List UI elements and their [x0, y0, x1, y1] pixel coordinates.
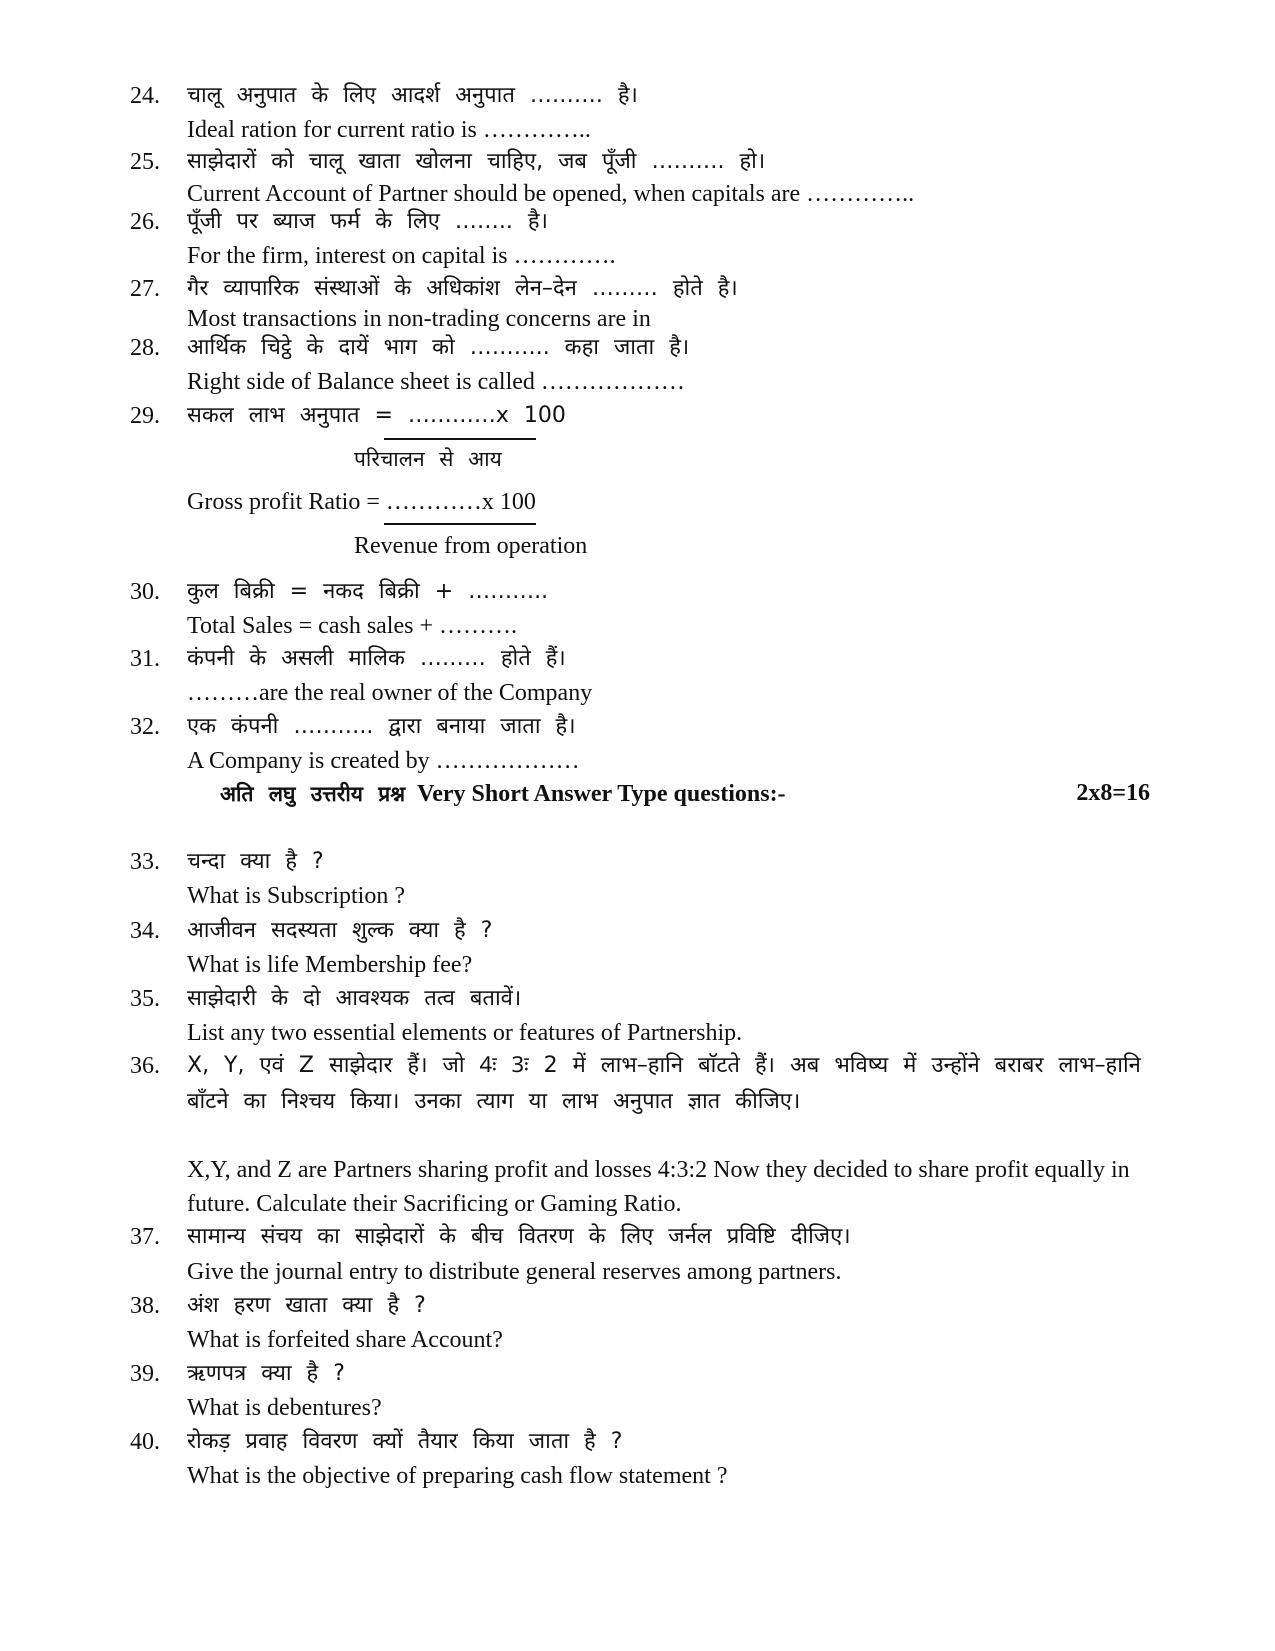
gross-profit-formula-hindi: सकल लाभ अनुपात = …………x 100 [187, 403, 566, 428]
question-text-english: Right side of Balance sheet is called ……………… [187, 369, 685, 395]
section-header [220, 780, 1150, 814]
question-text-hindi: साझेदारों को चालू खाता खोलना चाहिए, जब पूँजी ………. हो। [187, 149, 766, 174]
section-marks: 2x8=16 [1076, 780, 1150, 806]
question-29 [130, 400, 1150, 570]
question-text-hindi: रोकड़ प्रवाह विवरण क्यों तैयार किया जाता है ? [187, 1429, 623, 1454]
question-text-english: Current Account of Partner should be opened, when capitals are ………….. [187, 181, 915, 207]
question-text-hindi: कंपनी के असली मालिक ……… होते हैं। [187, 646, 566, 671]
question-text-hindi: चन्दा क्या है ? [187, 849, 324, 874]
gross-profit-formula-english: Gross profit Ratio = …………x 100 [187, 489, 536, 515]
section-title-hindi: अति लघु उत्तरीय प्रश्न [220, 782, 406, 806]
question-text-english: Give the journal entry to distribute general reserves among partners. [187, 1259, 842, 1285]
question-number: 39. [130, 1361, 160, 1387]
question-number: 24. [130, 83, 160, 109]
question-text-english: What is forfeited share Account? [187, 1327, 503, 1353]
question-number: 34. [130, 918, 160, 944]
question-text-english: X,Y, and Z are Partners sharing profit and losses 4:3:2 Now they decided to share profit equally in future. Calculate their Sacrificing or Gaming Ratio. [187, 1157, 1130, 1217]
question-text-hindi: सामान्य संचय का साझेदारों के बीच वितरण के लिए जर्नल प्रविष्टि दीजिए। [187, 1224, 851, 1249]
question-number: 28. [130, 335, 160, 361]
question-text-english: Total Sales = cash sales + ………. [187, 613, 517, 639]
question-text-hindi: पूँजी पर ब्याज फर्म के लिए …….. है। [187, 209, 548, 234]
question-number: 33. [130, 849, 160, 875]
question-number: 36. [130, 1053, 160, 1079]
question-number: 40. [130, 1429, 160, 1455]
question-text-hindi: ऋणपत्र क्या है ? [187, 1361, 345, 1386]
question-text-hindi: चालू अनुपात के लिए आदर्श अनुपात ………. है। [187, 83, 638, 108]
question-number: 27. [130, 276, 160, 302]
question-text-english: What is life Membership fee? [187, 952, 473, 978]
fraction-line [384, 438, 536, 440]
question-number: 37. [130, 1224, 160, 1250]
question-text-english: Most transactions in non-trading concerns are in [187, 306, 651, 332]
question-36 [130, 1050, 1150, 1220]
formula-denominator-english: Revenue from operation [354, 533, 588, 559]
question-text-english: List any two essential elements or features of Partnership. [187, 1020, 743, 1046]
section-title [220, 780, 786, 808]
question-text-english: For the firm, interest on capital is …………. [187, 243, 616, 269]
question-number: 29. [130, 403, 160, 429]
question-number: 35. [130, 986, 160, 1012]
question-text-english: What is the objective of preparing cash flow statement ? [187, 1463, 728, 1489]
question-text-hindi: अंश हरण खाता क्या है ? [187, 1293, 426, 1318]
question-number: 32. [130, 714, 160, 740]
question-text-hindi: साझेदारी के दो आवश्यक तत्व बतावें। [187, 986, 522, 1011]
question-text-hindi: आजीवन सदस्यता शुल्क क्या है ? [187, 918, 493, 943]
question-number: 25. [130, 149, 160, 175]
section-title-english: Very Short Answer Type questions:- [417, 781, 786, 807]
question-text-hindi: गैर व्यापारिक संस्थाओं के अधिकांश लेन–देन ……… होते है। [187, 276, 738, 301]
question-text-english: What is Subscription ? [187, 883, 405, 909]
question-number: 26. [130, 209, 160, 235]
question-number: 38. [130, 1293, 160, 1319]
question-number: 30. [130, 579, 160, 605]
question-number: 31. [130, 646, 160, 672]
question-text-english: Ideal ration for current ratio is ………….. [187, 117, 591, 143]
question-text-hindi: कुल बिक्री = नकद बिक्री + ……….. [187, 579, 549, 604]
question-text-english: ………are the real owner of the Company [187, 680, 593, 706]
question-text-english: What is debentures? [187, 1395, 382, 1421]
question-text-hindi: एक कंपनी ……….. द्वारा बनाया जाता है। [187, 714, 576, 739]
question-text-hindi: X, Y, एवं Z साझेदार हैं। जो 4ः 3ः 2 में लाभ–हानि बाॅटते हैं। अब भविष्य में उन्होंने बराबर लाभ–हानि बाँटने का निश्चय किया। उनका त्याग या लाभ अनुपात ज्ञात कीजिए। [187, 1053, 1141, 1114]
question-text-english: A Company is created by ……………… [187, 748, 580, 774]
formula-denominator-hindi: परिचालन से आय [354, 447, 502, 471]
fraction-line [384, 523, 536, 525]
question-text-hindi: आर्थिक चिट्ठे के दायें भाग को ……….. कहा जाता है। [187, 335, 690, 360]
